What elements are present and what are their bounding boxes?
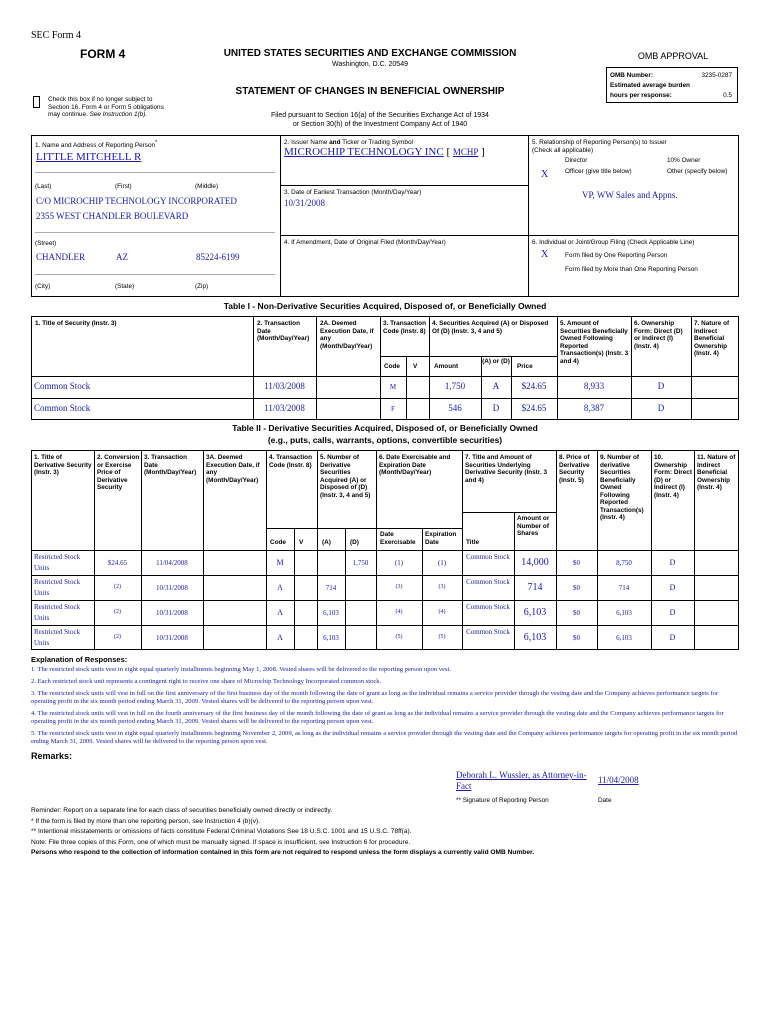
footer-note-joint: * If the form is filed by more than one reporting person, see Instruction 4 (b)(v).: [31, 817, 261, 825]
t2-price: $0: [573, 584, 580, 592]
date-label: Date: [598, 797, 612, 804]
earliest-transaction-date: 10/31/2008: [284, 198, 326, 208]
t1-h4: 4. Securities Acquired (A) or Disposed Of (D) (Instr. 3, 4 and 5): [432, 320, 549, 335]
t1-price: Price: [517, 363, 533, 370]
t1-owned-val: 8,933: [583, 381, 605, 391]
t1-amount-val: 1,750: [444, 381, 466, 391]
issuer-name: MICROCHIP TECHNOLOGY INC [ MCHP ]: [284, 146, 485, 158]
t1-h5: 5. Amount of Securities Beneficially Owned Following Reported Transaction(s) (Instr. 3 and 4): [560, 320, 629, 365]
t1-code-val: M: [389, 383, 397, 391]
t2-a: (A): [322, 539, 331, 546]
table2-subtitle: (e.g., puts, calls, warrants, options, convertible securities): [267, 435, 503, 445]
agency-name: UNITED STATES SECURITIES AND EXCHANGE COMMISSION: [223, 48, 517, 59]
address-line-2: 2355 WEST CHANDLER BOULEVARD: [36, 211, 189, 221]
t2-h7: 7. Title and Amount of Securities Underlying Derivative Security (Instr. 3 and 4): [465, 454, 548, 484]
t1-owned-val: 8,387: [583, 403, 605, 413]
t2-ex-val: (3): [395, 584, 403, 590]
t1-code-val: F: [391, 405, 395, 413]
t2-title: Restricted Stock Units: [34, 628, 81, 647]
t2-h3: 3. Transaction Date (Month/Day/Year): [144, 454, 197, 476]
t2-d-val: 1,750: [352, 559, 369, 567]
box5-label: 5. Relationship of Reporting Person(s) to Issuer (Check all applicable): [532, 139, 667, 154]
footer-reminder: Reminder: Report on a separate line for each class of securities beneficially owned directly or indirectly.: [31, 807, 333, 814]
last-label: (Last): [35, 183, 52, 190]
sec-form-label: SEC Form 4: [31, 30, 82, 41]
other-label: Other (specify below): [667, 168, 728, 175]
t2-title-col: Title: [466, 539, 480, 546]
t2-code-val: A: [277, 633, 283, 642]
t1-amount: Amount: [434, 363, 459, 370]
t2-amt-col: Amount or Number of Shares: [517, 515, 550, 537]
t1-code: Code: [384, 363, 400, 370]
t1-price-val: $24.65: [521, 403, 547, 413]
signature-name: Deborah L. Wussler, as Attorney-in-Fact: [456, 770, 587, 791]
filing-more-label: Form filed by More than One Reporting Person: [565, 266, 698, 273]
signature-date: 11/04/2008: [598, 775, 639, 785]
t1-v: V: [413, 363, 418, 370]
officer-mark: X: [541, 169, 549, 180]
omb-hours-label: hours per response:: [610, 92, 672, 99]
omb-box: [606, 67, 738, 103]
t2-price: $0: [573, 559, 580, 567]
t2-ex-val: (5): [395, 634, 403, 640]
t2-price: $0: [573, 634, 580, 642]
t2-code-val: A: [277, 608, 283, 617]
t2-a-val: 6,103: [323, 634, 339, 642]
t2-u-amt: 14,000: [521, 557, 549, 568]
omb-burden-label: Estimated average burden: [610, 82, 690, 89]
t2-form: D: [669, 558, 676, 567]
t2-u-amt: 6,103: [523, 607, 547, 618]
t2-h4: 4. Transaction Code (Instr. 8): [269, 454, 312, 469]
t2-h3a: 3A. Deemed Execution Date, if any (Month/Day/Year): [206, 454, 260, 484]
t1-date: 11/03/2008: [264, 403, 305, 413]
t2-owned: 8,750: [616, 559, 632, 567]
officer-label: Officer (give title below): [565, 168, 632, 175]
director-label: Director: [565, 157, 588, 164]
agency-location: Washington, D.C. 20549: [331, 61, 408, 68]
note-5: 5. The restricted stock units vest in eight equal quarterly installments beginning November 2, 2009, as long as the individual remains a service provider through the vesting date and the Company achieves performance targets for operating profit in the six month period ending March 31, 2009. Vested shares will be delivered to the reporting person upon vest.: [31, 730, 738, 745]
footer-note-violations: ** Intentional misstatements or omissions of facts constitute Federal Criminal Violations See 18 U.S.C. 1001 and 15 U.S.C. 78ff(a).: [31, 828, 412, 835]
form-title: FORM 4: [80, 47, 126, 61]
t1-aord: (A) or (D): [482, 358, 510, 365]
t2-owned: 714: [618, 584, 630, 592]
first-label: (First): [115, 183, 132, 190]
t2-date: 10/31/2008: [156, 634, 188, 642]
reporting-person-name[interactable]: LITTLE MITCHELL R: [36, 151, 142, 163]
t1-security-title: Common Stock: [34, 403, 91, 413]
t2-h1: 1. Title of Derivative Security (Instr. 3): [34, 454, 92, 476]
t2-h6: 6. Date Exercisable and Expiration Date (Month/Day/Year): [379, 454, 451, 476]
note-2: 2. Each restricted stock unit represents a contingent right to receive one share of Microchip Technology Incorporated common stock.: [31, 678, 382, 685]
t2-u-title: Common Stock: [466, 578, 510, 586]
state-label: (State): [115, 283, 135, 290]
box4-label: 4. If Amendment, Date of Original Filed (Month/Day/Year): [284, 239, 446, 246]
t2-price: $0: [573, 609, 580, 617]
t2-title: Restricted Stock Units: [34, 603, 81, 622]
t2-code: Code: [270, 539, 286, 546]
remarks-label: Remarks:: [31, 751, 73, 761]
footer-note-copies: Note: File three copies of this Form, one of which must be manually signed. If space is insufficient, see Instruction 6 for procedure.: [31, 838, 411, 846]
omb-number: 3235-0287: [701, 72, 732, 79]
filed-pursuant-2: or Section 30(h) of the Investment Company Act of 1940: [292, 121, 468, 128]
t2-title: Restricted Stock Units: [34, 553, 81, 572]
t1-security-title: Common Stock: [34, 381, 91, 391]
t2-exp-val: (4): [438, 609, 446, 615]
t1-h6: 6. Ownership Form: Direct (D) or Indirect (I) (Instr. 4): [634, 320, 683, 350]
street-label: (Street): [35, 240, 57, 247]
table2-title: Table II - Derivative Securities Acquired, Disposed of, or Beneficially Owned: [232, 423, 538, 433]
t2-date: 10/31/2008: [156, 609, 188, 617]
t2-ex-val: (4): [395, 609, 403, 615]
t2-form: D: [669, 633, 676, 642]
t1-h2a: 2A. Deemed Execution Date, if any (Month/Day/Year): [320, 320, 374, 350]
ticker-link[interactable]: MCHP: [452, 147, 479, 157]
t1-form-val: D: [657, 381, 665, 391]
address-line-1: C/O MICROCHIP TECHNOLOGY INCORPORATED: [36, 196, 237, 206]
table1-title: Table I - Non-Derivative Securities Acquired, Disposed of, or Beneficially Owned: [223, 301, 547, 311]
t1-price-val: $24.65: [521, 381, 547, 391]
middle-label: (Middle): [195, 183, 219, 190]
officer-title: VP, WW Sales and Appns.: [582, 190, 678, 200]
t1-h2: 2. Transaction Date (Month/Day/Year): [257, 320, 310, 342]
t2-conv: (2): [114, 634, 121, 640]
t2-ex-val: (1): [394, 559, 404, 567]
t2-exp-val: (1): [437, 559, 447, 567]
t1-date: 11/03/2008: [264, 381, 305, 391]
explanation-title: Explanation of Responses:: [31, 655, 128, 664]
explanation-notes: [31, 666, 739, 746]
t2-code-val: A: [277, 583, 283, 592]
omb-number-label: OMB Number:: [610, 72, 653, 79]
t2-conv: $24.65: [107, 559, 128, 567]
box6-label: 6. Individual or Joint/Group Filing (Check Applicable Line): [532, 239, 695, 246]
t2-h9: 9. Number of derivative Securities Beneficially Owned Following Reported Transaction(s) (Instr. 4): [600, 454, 644, 521]
t2-owned: 6,103: [616, 609, 632, 617]
t1-h7: 7. Nature of Indirect Beneficial Ownership (Instr. 4): [694, 320, 730, 357]
t2-date: 10/31/2008: [156, 584, 188, 592]
signature-label: ** Signature of Reporting Person: [456, 797, 549, 804]
filed-pursuant: Filed pursuant to Section 16(a) of the Securities Exchange Act of 1934: [271, 112, 489, 119]
t2-exp-val: (5): [438, 634, 446, 640]
omb-hours: 0.5: [723, 92, 732, 99]
t1-ad-val: A: [492, 381, 500, 391]
t2-h10: 10. Ownership Form: Direct (D) or Indirect (I) (Instr. 4): [654, 454, 692, 499]
footer-notes: [31, 806, 739, 859]
t2-form: D: [669, 583, 676, 592]
t1-h3: 3. Transaction Code (Instr. 8): [383, 320, 426, 335]
t2-h2: 2. Conversion or Exercise Price of Derivative Security: [97, 454, 140, 491]
t2-date: 11/04/2008: [156, 559, 188, 567]
note-3: 3. The restricted stock units will vest in full on the first anniversary of the first business day of the month following the date of grant as long as the individual remains a service provider through the vesting date and the Company achieves performance targets for operating profit in the six month period ending March 31, 2009. Vested shares will be delivered to the reporting person upon vest.: [31, 690, 719, 705]
t2-h11: 11. Nature of Indirect Beneficial Ownership (Instr. 4): [697, 454, 736, 491]
t2-h5: 5. Number of Derivative Securities Acquired (A) or Disposed of (D) (Instr. 3, 4 and 5): [320, 454, 371, 499]
box2-label: 2. Issuer Name and Ticker or Trading Symbol: [284, 139, 413, 146]
filing-one-label: Form filed by One Reporting Person: [565, 252, 668, 259]
city-label: (City): [35, 283, 51, 290]
t2-exp-val: (3): [438, 584, 446, 590]
t2-u-amt: 6,103: [523, 632, 547, 643]
t2-u-title: Common Stock: [466, 553, 510, 561]
t2-h8: 8. Price of Derivative Security (Instr. 5): [559, 454, 590, 484]
zip-value: 85224-6199: [196, 252, 240, 262]
t2-d: (D): [350, 539, 359, 546]
t2-u-title: Common Stock: [466, 628, 510, 636]
note-4: 4. The restricted stock units will vest in full on the fourth anniversary of the first business day of the month following the date of grant as long as the individual remains a service provider through the vesting date and the Company achieves performance targets for operating profit in the six month period ending March 31, 2009. Vested shares will be delivered to the reporting person upon vest.: [31, 710, 724, 725]
t1-form-val: D: [657, 403, 665, 413]
ten-pct-label: 10% Owner: [667, 157, 701, 164]
t2-u-amt: 714: [527, 582, 543, 593]
box1-label: 1. Name and Address of Reporting Person*: [35, 140, 158, 150]
t2-u-title: Common Stock: [466, 603, 510, 611]
t2-date-ex: Date Exercisable: [380, 531, 416, 546]
t1-amount-val: 546: [448, 403, 462, 413]
t2-a-val: 714: [325, 584, 337, 592]
t1-h1: 1. Title of Security (Instr. 3): [35, 320, 117, 327]
box3-label: 3. Date of Earliest Transaction (Month/Day/Year): [284, 189, 422, 196]
t2-owned: 6,103: [616, 634, 632, 642]
note-1: 1. The restricted stock units vest in eight equal quarterly installments beginning May 1, 2008. Vested shares will be delivered to the reporting person upon vest.: [31, 666, 452, 673]
t2-code-val: M: [276, 558, 284, 567]
t2-exp: Expiration Date: [425, 531, 457, 546]
t2-a-val: 6,103: [323, 609, 339, 617]
statement-title: STATEMENT OF CHANGES IN BENEFICIAL OWNERSHIP: [235, 86, 505, 97]
city-value: CHANDLER: [36, 252, 85, 262]
checkbox-text: Check this box if no longer subject to Section 16. Form 4 or Form 5 obligations may continue. See Instruction 1(b).: [48, 96, 164, 118]
t2-conv: (2): [114, 609, 121, 615]
footer-note-omb: Persons who respond to the collection of information contained in this form are not required to respond unless the form displays a currently valid OMB Number.: [31, 849, 535, 856]
t2-title: Restricted Stock Units: [34, 578, 81, 597]
section16-checkbox[interactable]: [33, 96, 40, 108]
t2-conv: (2): [114, 584, 121, 590]
omb-title: OMB APPROVAL: [637, 51, 709, 61]
zip-label: (Zip): [195, 283, 209, 290]
t2-v: V: [299, 539, 304, 546]
t1-ad-val: D: [492, 403, 500, 413]
t2-form: D: [669, 608, 676, 617]
state-value: AZ: [116, 252, 128, 262]
filing-mark: X: [541, 249, 549, 260]
issuer-link[interactable]: MICROCHIP TECHNOLOGY INC: [284, 146, 444, 158]
